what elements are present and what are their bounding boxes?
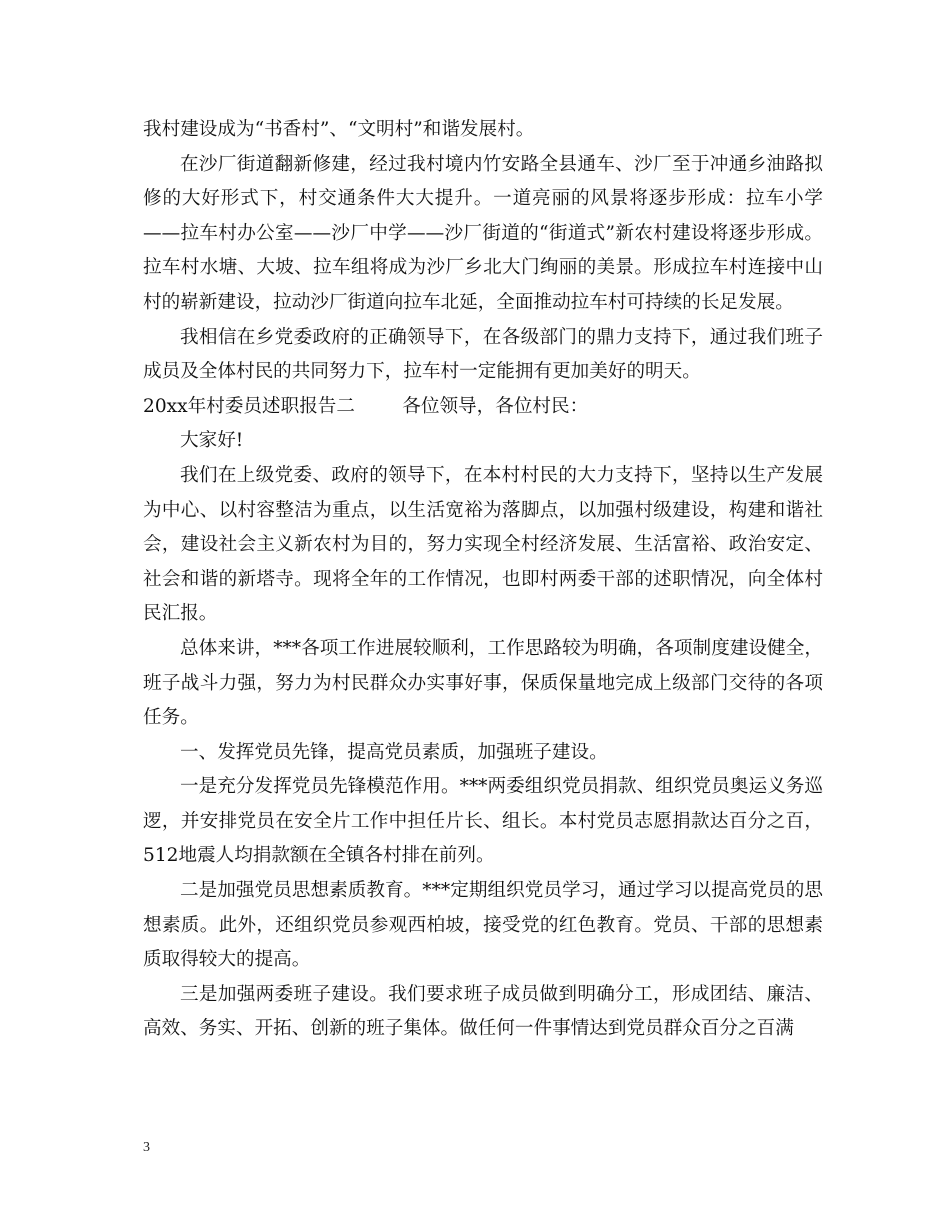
paragraph-point-2: 二是加强党员思想素质教育。***定期组织党员学习，通过学习以提高党员的思想素质。此外，还组织党员参观西柏坡，接受党的红色教育。党员、干部的思想素质取得较大的提高。 (143, 880, 823, 971)
paragraph-point-1: 一是充分发挥党员先锋模范作用。***两委组织党员捐款、组织党员奥运义务巡逻，并安排党员在安全片工作中担任片长、组长。本村党员志愿捐款达百分之百，512地震人均捐款额在全镇各村排在前列。 (143, 776, 823, 867)
section-heading-1: 一、发挥党员先锋，提高党员素质，加强班子建设。 (180, 741, 608, 763)
paragraph-1: 我村建设成为“书香村”、“文明村”和谐发展村。 (143, 119, 535, 140)
report-heading: 20xx年村委员述职报告二 各位领导，各位村民： (143, 395, 589, 417)
greeting: 大家好! (180, 430, 244, 452)
paragraph-3: 我相信在乡党委政府的正确领导下，在各级部门的鼎力支持下，通过我们班子成员及全体村民的共同努力下，拉车村一定能拥有更加美好的明天。 (143, 326, 823, 383)
page-number: 3 (143, 1140, 150, 1155)
paragraph-intro: 我们在上级党委、政府的领导下，在本村村民的大力支持下，坚持以生产发展为中心、以村容整洁为重点，以生活宽裕为落脚点，以加强村级建设，构建和谐社会，建设社会主义新农村为目的，努力实现全村经济发展、生活富裕、政治安定、社会和谐的新塔寺。现将全年的工作情况，也即村两委干部的述职情况，向全体村民汇报。 (143, 464, 823, 625)
document-body (143, 113, 823, 1047)
paragraph-point-3: 三是加强两委班子建设。我们要求班子成员做到明确分工，形成团结、廉洁、高效、务实、开拓、创新的班子集体。做任何一件事情达到党员群众百分之百满 (143, 983, 823, 1040)
paragraph-2: 在沙厂街道翻新修建，经过我村境内竹安路全县通车、沙厂至于冲通乡油路拟修的大好形式下，村交通条件大大提升。一道亮丽的风景将逐步形成：拉车小学——拉车村办公室——沙厂中学——沙厂街道的“街道式”新农村建设将逐步形成。拉车村水塘、大坡、拉车组将成为沙厂乡北大门绚丽的美景。形成拉车村连接中山村的崭新建设，拉动沙厂街道向拉车北延，全面推动拉车村可持续的长足发展。 (143, 153, 823, 313)
paragraph-summary: 总体来讲，***各项工作进展较顺利，工作思路较为明确，各项制度建设健全，班子战斗力强，努力为村民群众办实事好事，保质保量地完成上级部门交待的各项任务。 (143, 637, 823, 729)
